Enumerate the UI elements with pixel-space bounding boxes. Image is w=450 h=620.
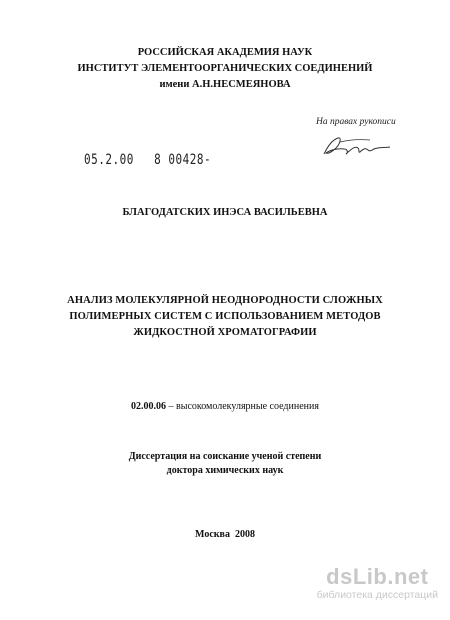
specialty-name: – высокомолекулярные соединения (168, 401, 319, 412)
degree-line-2: доктора химических наук (166, 465, 284, 476)
manuscript-rights-note: На правах рукописи (316, 117, 396, 127)
title-line-3: ЖИДКОСТНОЙ ХРОМАТОГРАФИИ (133, 327, 317, 338)
title-line-1: АНАЛИЗ МОЛЕКУЛЯРНОЙ НЕОДНОРОДНОСТИ СЛОЖНЫХ (67, 295, 383, 306)
academy-name: РОССИЙСКАЯ АКАДЕМИЯ НАУК (137, 47, 313, 58)
registration-stamp (84, 153, 211, 166)
author-name: БЛАГОДАТСКИХ ИНЭСА ВАСИЛЬЕВНА (122, 207, 328, 218)
institute-dedication: имени А.Н.НЕСМЕЯНОВА (159, 79, 291, 90)
signature-icon (318, 128, 398, 162)
place-year: Москва 2008 (195, 529, 255, 540)
specialty (0, 401, 450, 412)
degree-line-1: Диссертация на соискание ученой степени (128, 451, 322, 462)
watermark-subtitle: библиотека диссертаций (316, 589, 438, 601)
watermark (317, 566, 438, 602)
stamp-number: 8 00428- (154, 151, 212, 168)
watermark-logo: dsLib.net (326, 564, 429, 589)
specialty-code: 02.00.06 (131, 401, 167, 412)
stamp-date: 05.2.00 (84, 151, 134, 168)
institute-name: ИНСТИТУТ ЭЛЕМЕНТООРГАНИЧЕСКИХ СОЕДИНЕНИЙ (77, 63, 373, 74)
title-line-2: ПОЛИМЕРНЫХ СИСТЕМ С ИСПОЛЬЗОВАНИЕМ МЕТОДОВ (69, 311, 381, 322)
